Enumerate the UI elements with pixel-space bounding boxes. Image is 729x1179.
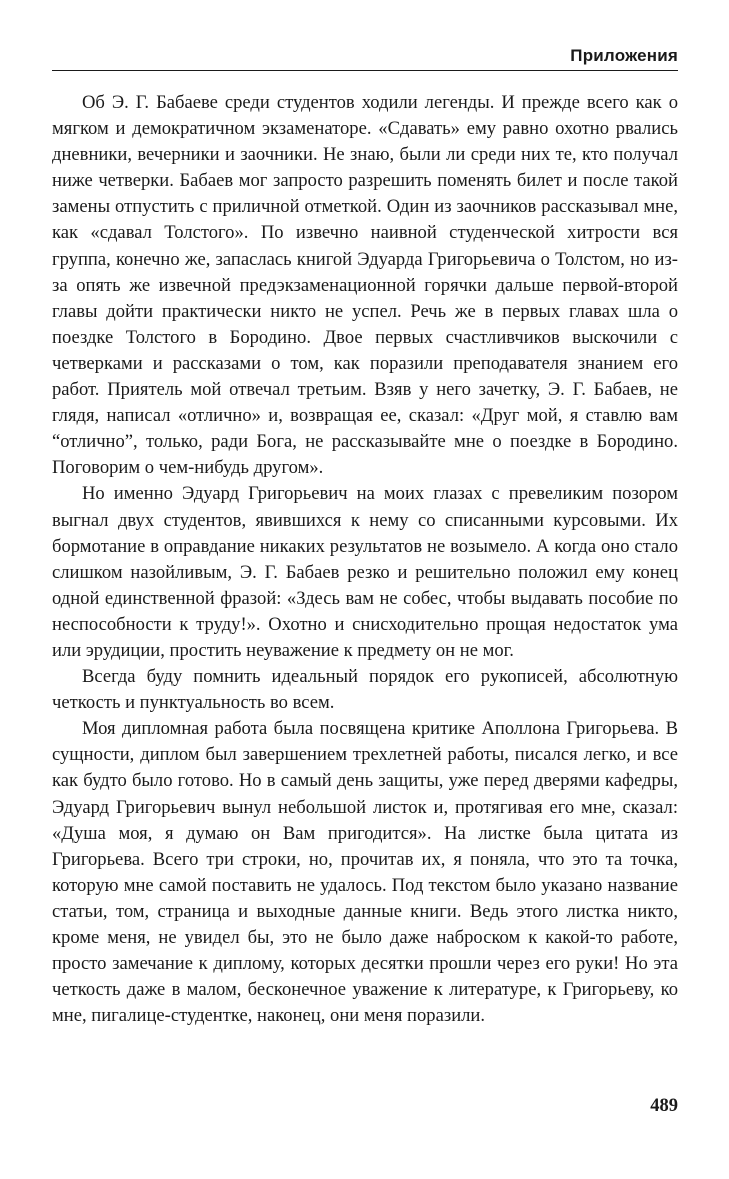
body-text [52,90,678,1029]
section-title: Приложения [570,46,678,65]
page-number: 489 [650,1096,678,1116]
running-header [52,44,678,71]
paragraph: Но именно Эдуард Григорьевич на моих глазах с превеликим позором выгнал двух студентов, явившихся к нему со списанными курсовыми. Их бормотание в оправдание никаких результатов не возымело. А когда оно стало слишком назойливым, Э. Г. Бабаев резко и решительно положил ему конец одной единственной фразой: «Здесь вам не собес, чтобы выдавать пособие по неспособности к труду!». Охотно и снисходительно прощая недостаток ума или эрудиции, простить неуважение к предмету он не мог. [52,483,678,661]
paragraph: Моя дипломная работа была посвящена критике Аполлона Григорьева. В сущности, диплом был завершением трехлетней работы, писался легко, и все как будто было готово. Но в самый день защиты, уже перед дверями кафедры, Эдуард Григорьевич вынул небольшой листок и, протягивая его мне, сказал: «Душа моя, я думаю он Вам пригодится». На листке была цитата из Григорьева. Всего три строки, но, прочитав их, я поняла, что это та точка, которую мне самой поставить не удалось. Под текстом было указано название статьи, том, страница и выходные данные книги. Ведь этого листка никто, кроме меня, не увидел бы, это не было даже наброском к какой-то работе, просто замечание к диплому, которых десятки прошли через его руки! Но эта четкость даже в малом, бесконечное уважение к литературе, к Григорьеву, ко мне, пигалице-студентке, наконец, они меня поразили. [52,718,678,1027]
paragraph: Об Э. Г. Бабаеве среди студентов ходили легенды. И прежде всего как о мягком и демократичном экзаменаторе. «Сдавать» ему равно охотно рвались дневники, вечерники и заочники. Не знаю, были ли среди них те, кто получал ниже четверки. Бабаев мог запросто разрешить поменять билет и после такой замены отпустить с приличной отметкой. Один из заочников рассказывал мне, как «сдавал Толстого». По извечно наивной студенческой хитрости вся группа, конечно же, запаслась книгой Эдуарда Григорьевича о Толстом, но из-за опять же извечной предэкзаменационной горячки дальше первой-второй главы дойти практически никто не успел. Речь же в первых главах шла о поездке Толстого в Бородино. Двое первых счастливчиков выскочили с четверками и рассказами о том, как поразили преподавателя знанием его работ. Приятель мой отвечал третьим. Взяв у него зачетку, Э. Г. Бабаев, не глядя, написал «отлично» и, возвращая ее, сказал: «Друг мой, я ставлю вам “отлично”, только, ради Бога, не рассказывайте мне о поездке в Бородино. Поговорим о чем-нибудь другом». [52,92,678,479]
paragraph: Всегда буду помнить идеальный порядок его рукописей, абсолютную четкость и пунктуальность во всем. [52,666,678,714]
